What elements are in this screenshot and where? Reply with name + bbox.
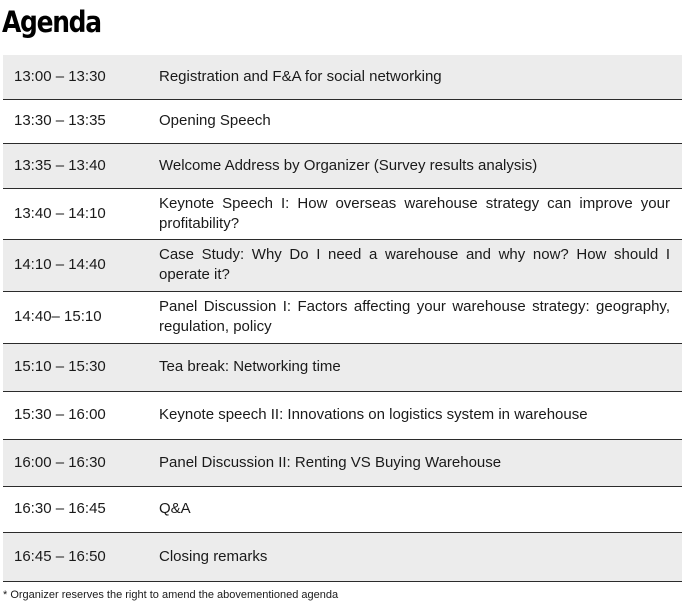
agenda-item: Registration and F&A for social networking bbox=[159, 55, 682, 99]
agenda-item: Opening Speech bbox=[159, 99, 682, 143]
agenda-item: Panel Discussion II: Renting VS Buying Warehouse bbox=[159, 439, 682, 486]
agenda-row bbox=[3, 439, 682, 486]
agenda-time: 15:30 – 16:00 bbox=[3, 391, 159, 439]
agenda-row bbox=[3, 99, 682, 143]
agenda-row bbox=[3, 343, 682, 391]
agenda-row bbox=[3, 55, 682, 99]
agenda-item: Tea break: Networking time bbox=[159, 343, 682, 391]
agenda-time: 13:30 – 13:35 bbox=[3, 99, 159, 143]
agenda-item: Q&A bbox=[159, 486, 682, 532]
agenda-time: 13:35 – 13:40 bbox=[3, 143, 159, 188]
agenda-time: 16:00 – 16:30 bbox=[3, 439, 159, 486]
agenda-row bbox=[3, 143, 682, 188]
agenda-table bbox=[3, 55, 682, 582]
agenda-row bbox=[3, 486, 682, 532]
agenda-item: Closing remarks bbox=[159, 532, 682, 581]
agenda-time: 13:40 – 14:10 bbox=[3, 188, 159, 239]
agenda-time: 14:10 – 14:40 bbox=[3, 239, 159, 291]
agenda-item: Panel Discussion I: Factors affecting your warehouse strategy: geography, regulation, policy bbox=[159, 291, 682, 343]
agenda-row bbox=[3, 239, 682, 291]
footnote: * Organizer reserves the right to amend the abovementioned agenda bbox=[3, 589, 339, 601]
agenda-time: 16:45 – 16:50 bbox=[3, 532, 159, 581]
agenda-item: Keynote Speech I: How overseas warehouse strategy can improve your profitability? bbox=[159, 188, 682, 239]
agenda-item: Keynote speech II: Innovations on logistics system in warehouse bbox=[159, 391, 682, 439]
agenda-item: Welcome Address by Organizer (Survey results analysis) bbox=[159, 143, 682, 188]
agenda-row bbox=[3, 291, 682, 343]
agenda-row bbox=[3, 391, 682, 439]
agenda-time: 16:30 – 16:45 bbox=[3, 486, 159, 532]
agenda-time: 15:10 – 15:30 bbox=[3, 343, 159, 391]
agenda-time: 14:40– 15:10 bbox=[3, 291, 159, 343]
agenda-row bbox=[3, 188, 682, 239]
page-title: Agenda bbox=[2, 5, 101, 39]
agenda-time: 13:00 – 13:30 bbox=[3, 55, 159, 99]
agenda-item: Case Study: Why Do I need a warehouse and why now? How should I operate it? bbox=[159, 239, 682, 291]
agenda-row bbox=[3, 532, 682, 581]
